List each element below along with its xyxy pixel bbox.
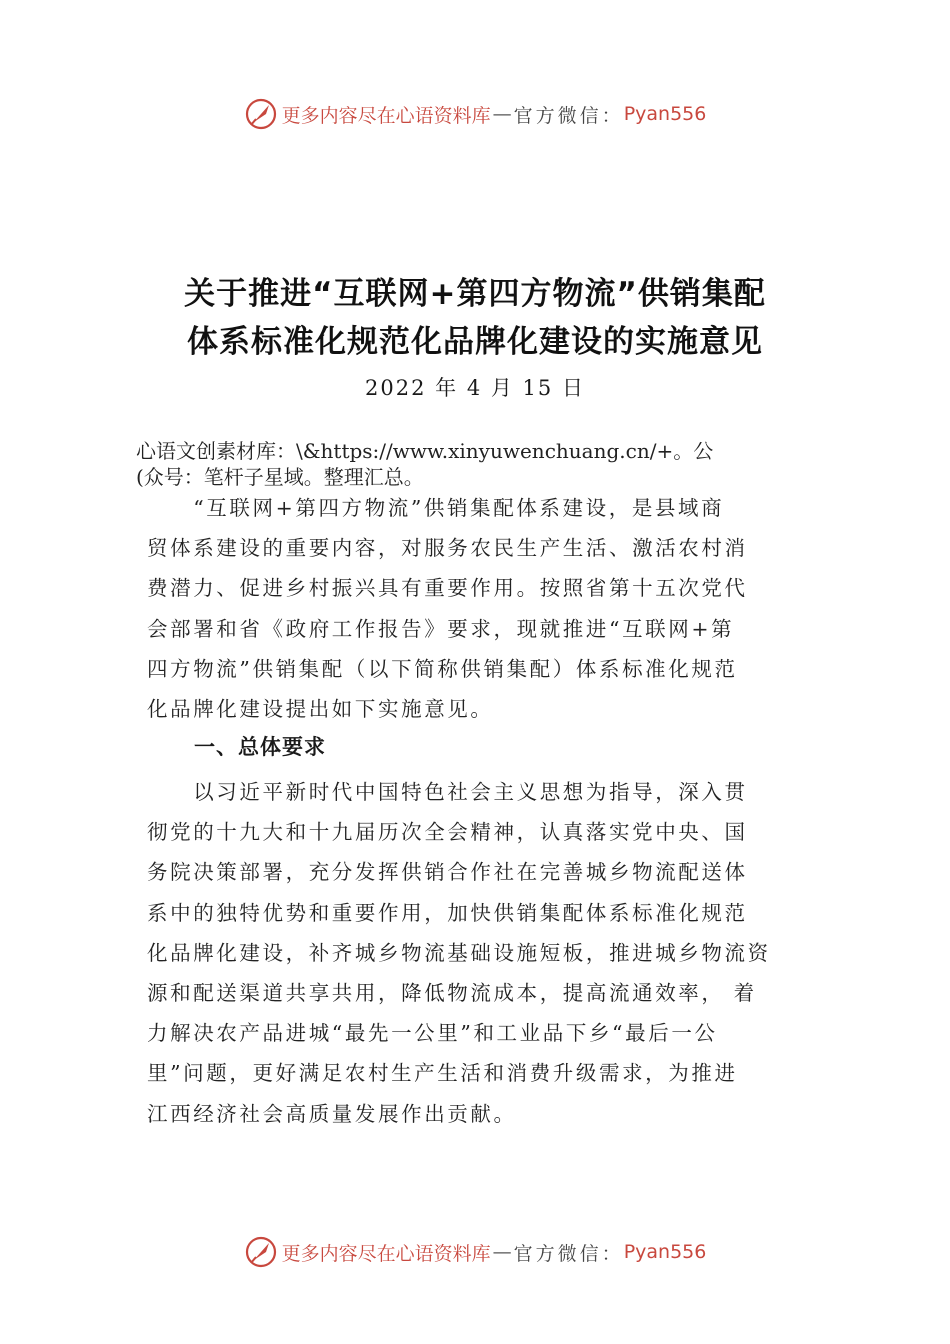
banner-separator: —: [492, 103, 512, 125]
paragraph-line: 四方物流”供销集配（以下简称供销集配）体系标准化规范: [147, 656, 738, 681]
footer-banner: [0, 1234, 950, 1270]
source-line-1: 心语文创素材库：\&https://www.xinyuwenchuang.cn/+。公: [136, 439, 714, 463]
banner-wechat-id: Pyan556: [623, 103, 707, 125]
paragraph-line: 彻党的十九大和十九届历次全会精神，认真落实党中央、国: [147, 820, 748, 845]
paragraph-line: 里”问题，更好满足农村生产生活和消费升级需求，为推进: [147, 1061, 738, 1086]
banner-wechat-label: 官方微信：: [513, 104, 624, 127]
paragraph-line: 力解决农产品进城“最先一公里”和工业品下乡“最后一公: [147, 1021, 718, 1046]
source-note: [136, 438, 816, 490]
paragraph-line: 源和配送渠道共享共用，降低物流成本，提高流通效率， 着: [147, 980, 757, 1005]
document-title-line-2: 体系标准化规范化品牌化建设的实施意见: [187, 324, 763, 360]
banner-wechat-label: 官方微信：: [513, 1242, 624, 1265]
document-date: 2022 年 4 月 15 日: [365, 376, 585, 400]
source-line-2: (众号：笔杆子星域。整理汇总。: [136, 465, 424, 489]
banner-text: 更多内容尽在心语资料库: [281, 104, 491, 127]
paragraph-line: 系中的独特优势和重要作用，加快供销集配体系标准化规范: [147, 900, 748, 925]
document-title-line-1: 关于推进“互联网+第四方物流”供销集配: [184, 276, 766, 312]
quill-pen-icon: [244, 97, 278, 131]
paragraph-line: 务院决策部署，充分发挥供销合作社在完善城乡物流配送体: [147, 860, 748, 885]
paragraph-line: 化品牌化建设提出如下实施意见。: [147, 696, 494, 721]
paragraph-line: 费潜力、促进乡村振兴具有重要作用。按照省第十五次党代: [147, 576, 748, 601]
paragraph-line: 以习近平新时代中国特色社会主义思想为指导，深入贯: [147, 780, 748, 804]
banner-text: 更多内容尽在心语资料库: [281, 1242, 491, 1265]
banner-separator: —: [492, 1241, 512, 1263]
paragraph-line: 化品牌化建设，补齐城乡物流基础设施短板，推进城乡物流资: [147, 940, 771, 965]
paragraph-line: 江西经济社会高质量发展作出贡献。: [147, 1101, 517, 1126]
paragraph-general-requirements: [147, 772, 819, 1134]
paragraph-line: 会部署和省《政府工作报告》要求，现就推进“互联网+第: [147, 616, 735, 641]
quill-pen-icon: [244, 1235, 278, 1269]
header-banner: [0, 96, 950, 132]
section-heading-general-requirements: 一、总体要求: [194, 735, 326, 759]
paragraph-line: 贸体系建设的重要内容，对服务农民生产生活、激活农村消: [147, 536, 748, 561]
paragraph-line: “互联网+第四方物流”供销集配体系建设，是县域商: [147, 496, 725, 520]
paragraph-intro: [147, 488, 819, 729]
banner-wechat-id: Pyan556: [623, 1241, 707, 1263]
